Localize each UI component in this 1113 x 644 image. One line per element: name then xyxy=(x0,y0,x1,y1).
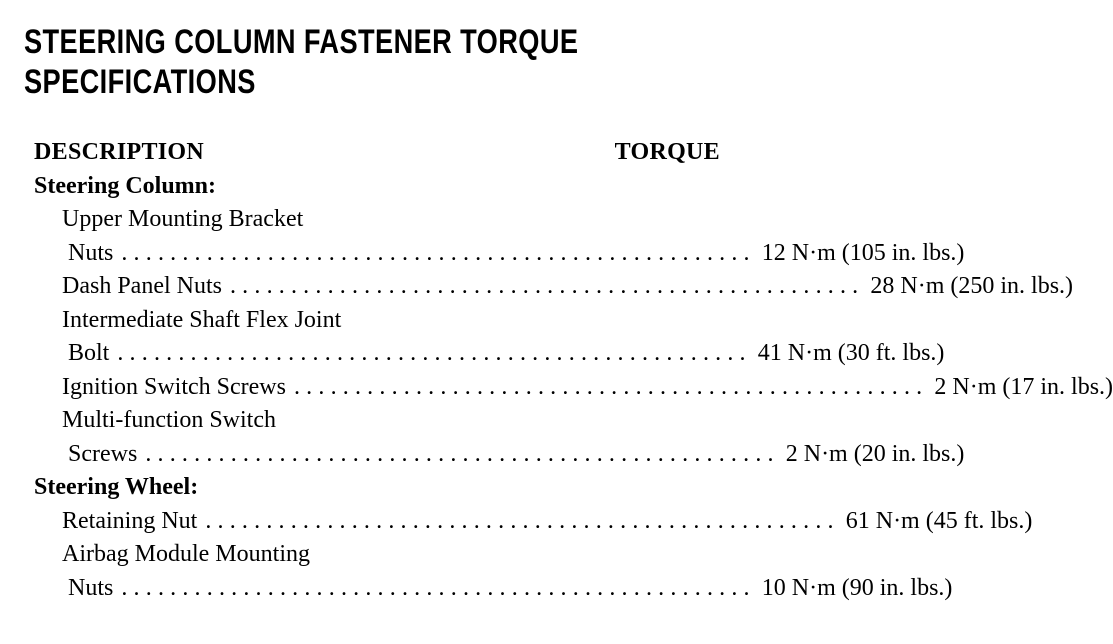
spec-value: 2 N·m (17 in. lbs.) xyxy=(934,373,1113,400)
spec-label-airbag-module: Airbag Module Mounting xyxy=(62,541,310,567)
title-line-1: STEERING COLUMN FASTENER TORQUE xyxy=(24,23,579,61)
document-title xyxy=(24,22,578,102)
spec-label: Retaining Nut xyxy=(62,507,198,534)
spec-row-multifunction-switch-screws xyxy=(34,438,965,472)
spec-value: 28 N·m (250 in. lbs.) xyxy=(870,273,1074,299)
dot-leader: .................................................... xyxy=(293,373,929,400)
spec-value: 12 N·m (105 in. lbs.) xyxy=(761,239,965,266)
column-header-torque: TORQUE xyxy=(614,139,720,165)
spec-label-intermediate-shaft: Intermediate Shaft Flex Joint xyxy=(62,306,342,333)
spec-value: 10 N·m (90 in. lbs.) xyxy=(761,574,953,601)
spec-value: 41 N·m (30 ft. lbs.) xyxy=(757,340,945,366)
spec-label-upper-mounting-bracket: Upper Mounting Bracket xyxy=(62,206,304,232)
spec-row-upper-mounting-bracket-nuts xyxy=(34,237,965,271)
spec-label-multifunction-switch: Multi-function Switch xyxy=(62,407,276,433)
spec-value: 61 N·m (45 ft. lbs.) xyxy=(845,507,1033,534)
section-heading-steering-column: Steering Column: xyxy=(34,172,216,199)
section-heading-steering-wheel: Steering Wheel: xyxy=(34,474,199,500)
table-header xyxy=(34,136,720,170)
dot-leader: .................................................... xyxy=(121,239,756,266)
torque-spec-table xyxy=(34,136,1113,605)
title-line-2: SPECIFICATIONS xyxy=(24,63,256,101)
spec-label: Nuts xyxy=(68,574,114,601)
spec-row-ignition-switch-screws xyxy=(34,371,1113,405)
column-header-description: DESCRIPTION xyxy=(34,139,204,165)
dot-leader: .................................................... xyxy=(229,273,865,299)
dot-leader: .................................................... xyxy=(121,574,756,601)
spec-label: Screws xyxy=(68,440,138,467)
spec-label: Nuts xyxy=(68,239,114,266)
spec-value: 2 N·m (20 in. lbs.) xyxy=(785,440,965,467)
dot-leader: .................................................... xyxy=(205,507,840,534)
spec-row-dash-panel-nuts xyxy=(34,270,1074,304)
spec-label: Ignition Switch Screws xyxy=(62,373,286,400)
spec-row-airbag-module-nuts xyxy=(34,572,953,606)
spec-label: Bolt xyxy=(68,340,110,366)
spec-label: Dash Panel Nuts xyxy=(62,273,222,299)
dot-leader: .................................................... xyxy=(145,440,780,467)
dot-leader: .................................................... xyxy=(117,340,752,366)
spec-row-retaining-nut xyxy=(34,505,1033,539)
spec-row-intermediate-shaft-bolt xyxy=(34,337,945,371)
